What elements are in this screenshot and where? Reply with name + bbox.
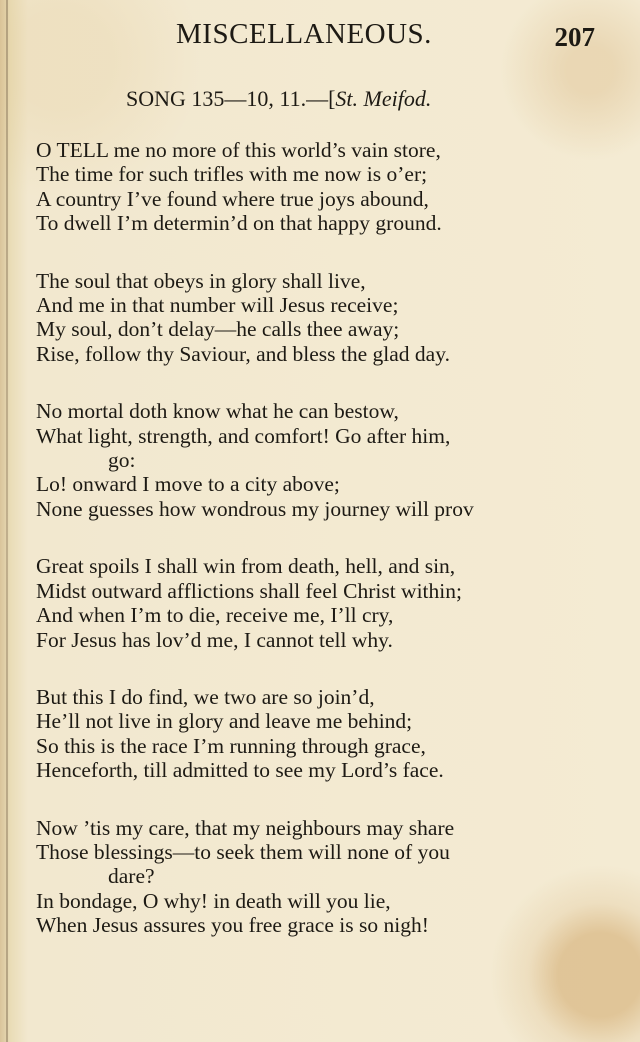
stanza-line-continuation: dare? xyxy=(108,864,155,889)
running-head: MISCELLANEOUS. xyxy=(176,18,432,50)
page-number: 207 xyxy=(554,22,595,52)
stanza-line: What light, strength, and comfort! Go after him, xyxy=(36,423,451,448)
song-number-meter: 135—10, 11.—[ xyxy=(191,86,336,111)
stanza-line: And me in that number will Jesus receive; xyxy=(36,293,399,318)
song-heading xyxy=(126,86,431,112)
stanza-line: No mortal doth know what he can bestow, xyxy=(36,399,399,424)
tune-name: St. Meifod. xyxy=(335,86,432,111)
stanza-line-continuation: go: xyxy=(108,448,136,473)
stanza-line: None guesses how wondrous my journey will prov xyxy=(36,496,474,521)
stanza-line: Those blessings—to seek them will none of you xyxy=(36,839,450,864)
stanza-line: For Jesus has lov’d me, I cannot tell why. xyxy=(36,627,393,652)
stanza-5 xyxy=(36,685,596,783)
stanza-line: And when I’m to die, receive me, I’ll cry, xyxy=(36,603,394,628)
stanza-line: Rise, follow thy Saviour, and bless the glad day. xyxy=(36,341,450,366)
stanza-6 xyxy=(36,816,596,938)
song-label: SONG xyxy=(126,86,186,111)
stanza-line: Lo! onward I move to a city above; xyxy=(36,472,340,497)
stanza-line: The time for such trifles with me now is o’er; xyxy=(36,162,428,187)
stanza-line: When Jesus assures you free grace is so nigh! xyxy=(36,913,429,938)
song-text xyxy=(36,138,596,971)
stanza-line: He’ll not live in glory and leave me behind; xyxy=(36,709,413,734)
stanza-line: But this I do find, we two are so join’d, xyxy=(36,684,375,709)
stanza-line: Great spoils I shall win from death, hell, and sin, xyxy=(36,554,456,579)
stanza-line: Midst outward afflictions shall feel Christ within; xyxy=(36,578,462,603)
stanza-line: To dwell I’m determin’d on that happy ground. xyxy=(36,211,442,236)
stanza-line: A country I’ve found where true joys abound, xyxy=(36,186,429,211)
stanza-line: In bondage, O why! in death will you lie, xyxy=(36,888,391,913)
page-header xyxy=(36,18,595,58)
stanza-3 xyxy=(36,399,596,521)
stanza-line: My soul, don’t delay—he calls thee away; xyxy=(36,317,400,342)
stanza-line: The soul that obeys in glory shall live, xyxy=(36,268,366,293)
page-binding-edge xyxy=(6,0,8,1042)
stanza-line: So this is the race I’m running through grace, xyxy=(36,733,426,758)
stanza-2 xyxy=(36,269,596,367)
stanza-line: Now ’tis my care, that my neighbours may share xyxy=(36,815,455,840)
stanza-4 xyxy=(36,554,596,652)
stanza-line: O TELL me no more of this world’s vain store, xyxy=(36,138,441,162)
stanza-1 xyxy=(36,138,596,236)
stanza-line: Henceforth, till admitted to see my Lord’s face. xyxy=(36,758,444,783)
